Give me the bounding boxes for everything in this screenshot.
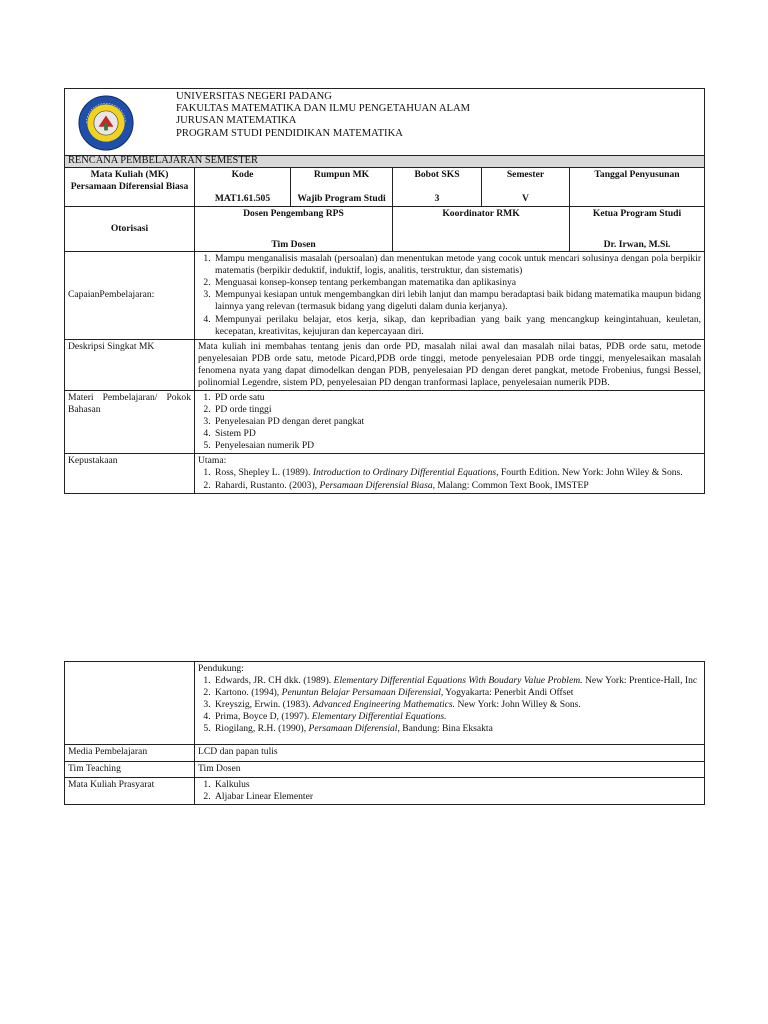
prereq-label: Mata Kuliah Prasyarat (65, 777, 195, 804)
rps-table-page2 (64, 661, 704, 805)
list-item: 2. PD orde tinggi (213, 404, 701, 416)
materials-list (198, 392, 701, 452)
references-support-cell (195, 662, 705, 745)
list-item: 1. PD orde satu (213, 392, 701, 404)
references-main-cell (195, 454, 705, 493)
outcomes-label: CapaianPembelajaran: (65, 252, 195, 340)
prereq-cell (195, 777, 705, 804)
list-item: 1. Ross, Shepley L. (1989). Introduction to Ordinary Differential Equations, Fourth Edition. New York: John Wiley & Sons. (213, 467, 701, 479)
rps-table-page1 (64, 88, 704, 494)
outcomes-cell (195, 252, 705, 340)
team-label: Tim Teaching (65, 762, 195, 777)
institution-lines (176, 91, 470, 140)
list-item: 3. Kreyszig, Erwin. (1983). Advanced Engineering Mathematics. New York: John Willey & Sons. (213, 699, 701, 711)
media-label: Media Pembelajaran (65, 745, 195, 762)
outcomes-list (198, 253, 701, 338)
head-cell (570, 207, 705, 252)
course-cluster: Wajib Program Studi (297, 193, 386, 205)
course-semester: V (522, 193, 529, 205)
materials-label: Materi Pembelajaran/ Pokok Bahasan (65, 391, 195, 454)
document-title: RENCANA PEMBELAJARAN SEMESTER (65, 156, 705, 168)
list-item: 1. Edwards, JR. CH dkk. (1989). Elementary Differential Equations With Boudary Value Problem. New York: Prentice-Hall, Inc (213, 675, 701, 687)
col-cluster-header: Rumpun MK Wajib Program Studi (291, 167, 393, 206)
course-credits: 3 (434, 193, 440, 205)
head-label: Ketua Program Studi (592, 208, 682, 220)
media-value: LCD dan papan tulis (195, 745, 705, 762)
list-item: 1. Mampu menganalisis masalah (persoalan) dan menentukan metode yang cocok untuk mencari solusinya dengan pola berpikir matematis (berpikir deduktif, induktif, logis, analitis, terstruktur, dan sistematis) (213, 253, 701, 277)
course-name: Persamaan Diferensial Biasa (70, 181, 189, 192)
references-label: Kepustakaan (65, 454, 195, 493)
col-date-header: Tanggal Penyusunan (570, 167, 705, 206)
developer-cell (195, 207, 393, 252)
faculty-name: FAKULTAS MATEMATIKA DAN ILMU PENGETAHUAN ALAM (176, 103, 471, 115)
list-item: 2. Kartono. (1994), Penuntun Belajar Persamaan Diferensial, Yogyakarta: Penerbit Andi Offset (213, 687, 701, 699)
references-main-list (198, 467, 701, 491)
references-support-label-cell (65, 662, 195, 745)
materials-cell (195, 391, 705, 454)
coordinator-cell (393, 207, 570, 252)
department-name: JURUSAN MATEMATIKA (176, 115, 297, 127)
list-item: 2. Rahardi, Rustanto. (2003), Persamaan Diferensial Biasa, Malang: Common Text Book, IMSTEP (213, 480, 701, 492)
list-item: 5. Penyelesaian numerik PD (213, 440, 701, 452)
references-support-label: Pendukung: (198, 663, 244, 674)
prereq-list (198, 779, 701, 803)
list-item: 2. Aljabar Linear Elementer (213, 791, 701, 803)
col-course-name-header: Mata Kuliah (MK) Persamaan Diferensial Biasa (65, 167, 195, 206)
list-item: 1. Kalkulus (213, 779, 701, 791)
description-label: Deskripsi Singkat MK (65, 339, 195, 390)
references-main-label: Utama: (198, 455, 227, 467)
university-logo-icon (78, 95, 134, 151)
authorization-label: Otorisasi (65, 207, 195, 252)
col-semester-header: Semester V (482, 167, 570, 206)
head-value: Dr. Irwan, M.Si. (603, 239, 671, 251)
list-item: 3. Penyelesaian PD dengan deret pangkat (213, 416, 701, 428)
list-item: 5. Riogilang, R.H. (1990), Persamaan Diferensial, Bandung: Bina Eksakta (213, 723, 701, 735)
coordinator-label: Koordinator RMK (442, 208, 520, 220)
col-credits-header: Bobot SKS 3 (393, 167, 482, 206)
course-code: MAT1.61.505 (214, 193, 271, 205)
list-item: 3. Mempunyai kesiapan untuk mengembangkan diri lebih lanjut dan mampu beradaptasi baik bidang matematika maupun bidang lainnya yang relevan (termasuk bidang yang digeluti dalam dunia kerjanya). (213, 289, 701, 313)
list-item: 4. Mempunyai perilaku belajar, etos kerja, sikap, dan kepribadian yang baik yang mencangkup keingintahuan, keuletan, kecepatan, kreativitas, kejujuran dan kepercayaan diri. (213, 314, 701, 338)
developer-value: Tim Dosen (271, 239, 316, 251)
program-name: PROGRAM STUDI PENDIDIKAN MATEMATIKA (176, 127, 403, 139)
university-name: UNIVERSITAS NEGERI PADANG (176, 91, 332, 102)
col-code-header: Kode MAT1.61.505 (195, 167, 291, 206)
institution-header (65, 89, 705, 156)
developer-label: Dosen Pengembang RPS (243, 208, 344, 220)
team-value: Tim Dosen (195, 762, 705, 777)
references-support-list (198, 675, 701, 735)
description-text: Mata kuliah ini membahas tentang jenis dan orde PD, masalah nilai awal dan masalah nilai batas, PDB orde satu, metode penyelesaian PDB orde satu, metode Picard,PDB orde tinggi, metode penyelesaian PDB orde tinggi, menyelesaikan masalah fenomena nyata yang dapat dimodelkan dengan PDB, penyelesaian PD dengan deret pangkat, metode Frobenius, fungsi Bessel, polinomial Legendre, sistem PD, penyelesaian PD dengan tranformasi laplace, penyelesaian numerik PDB. (195, 339, 705, 390)
list-item: 2. Menguasai konsep-konsep tentang perkembangan matematika dan aplikasinya (213, 277, 701, 289)
list-item: 4. Sistem PD (213, 428, 701, 440)
list-item: 4. Prima, Boyce D, (1997). Elementary Differential Equations. (213, 711, 701, 723)
